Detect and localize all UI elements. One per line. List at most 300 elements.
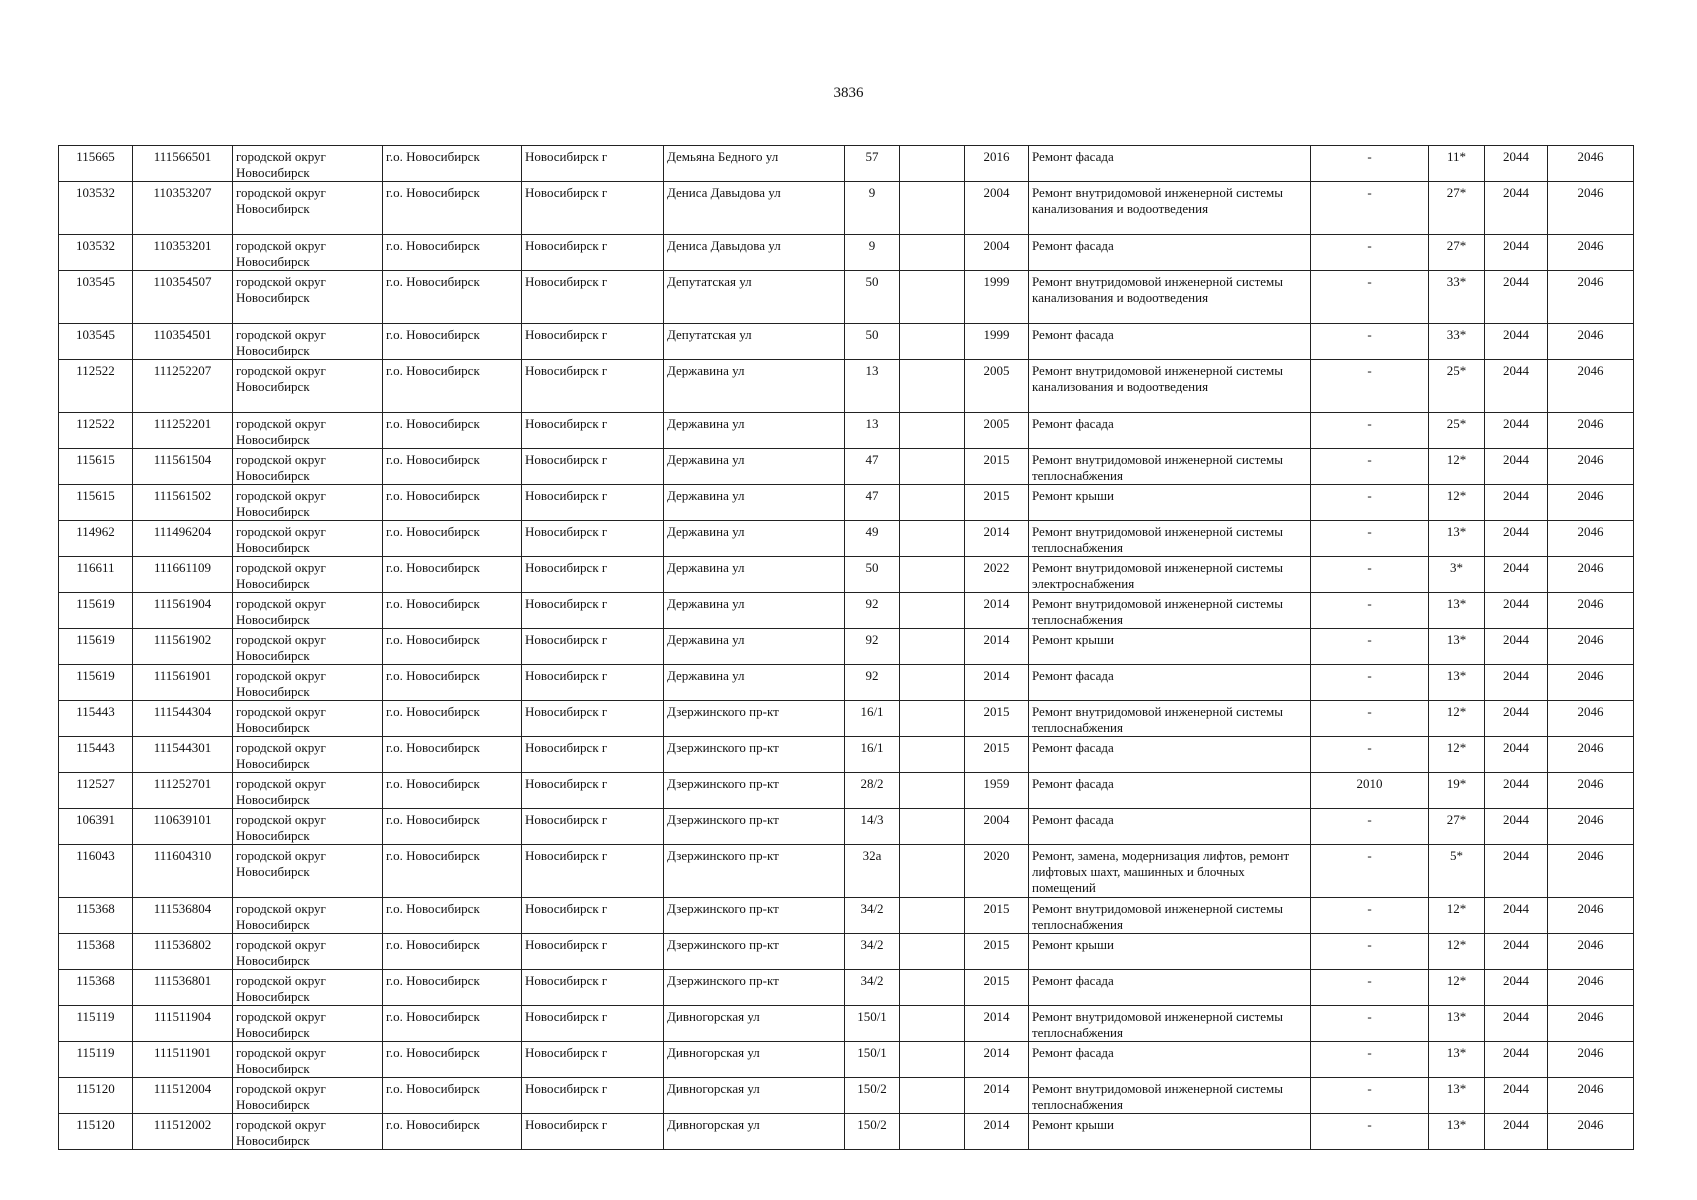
period-end-cell: 2046 [1548, 485, 1634, 521]
previous-repair-year-cell: - [1311, 271, 1429, 324]
settlement-cell: Новосибирск г [522, 701, 664, 737]
table-row [59, 1042, 1634, 1078]
house-id-cell: 112522 [59, 413, 133, 449]
municipality-cell: г.о. Новосибирск [383, 593, 522, 629]
municipality-cell: г.о. Новосибирск [383, 360, 522, 413]
settlement-cell: Новосибирск г [522, 557, 664, 593]
house-number-cell: 150/1 [845, 1006, 900, 1042]
street-cell: Дивногорская ул [664, 1042, 845, 1078]
work-code-cell: 111604310 [133, 845, 233, 898]
wear-cell: 12* [1429, 701, 1485, 737]
extra-cell [900, 235, 965, 271]
period-end-cell: 2046 [1548, 809, 1634, 845]
period-end-cell: 2046 [1548, 665, 1634, 701]
settlement-cell: Новосибирск г [522, 449, 664, 485]
settlement-cell: Новосибирск г [522, 737, 664, 773]
wear-cell: 5* [1429, 845, 1485, 898]
house-id-cell: 112522 [59, 360, 133, 413]
settlement-cell: Новосибирск г [522, 970, 664, 1006]
period-end-cell: 2046 [1548, 271, 1634, 324]
street-cell: Дзержинского пр-кт [664, 934, 845, 970]
wear-cell: 25* [1429, 360, 1485, 413]
previous-repair-year-cell: 2010 [1311, 773, 1429, 809]
period-start-cell: 2044 [1485, 701, 1548, 737]
street-cell: Дзержинского пр-кт [664, 701, 845, 737]
wear-cell: 12* [1429, 449, 1485, 485]
extra-cell [900, 1078, 965, 1114]
extra-cell [900, 360, 965, 413]
house-id-cell: 103545 [59, 271, 133, 324]
wear-cell: 27* [1429, 809, 1485, 845]
table-row [59, 449, 1634, 485]
previous-repair-year-cell: - [1311, 1078, 1429, 1114]
house-number-cell: 16/1 [845, 701, 900, 737]
table-row [59, 1114, 1634, 1150]
period-start-cell: 2044 [1485, 845, 1548, 898]
settlement-cell: Новосибирск г [522, 845, 664, 898]
settlement-cell: Новосибирск г [522, 1114, 664, 1150]
build-year-cell: 2015 [965, 449, 1029, 485]
settlement-cell: Новосибирск г [522, 360, 664, 413]
wear-cell: 13* [1429, 521, 1485, 557]
build-year-cell: 2014 [965, 1042, 1029, 1078]
build-year-cell: 2022 [965, 557, 1029, 593]
wear-cell: 25* [1429, 413, 1485, 449]
table-row [59, 1006, 1634, 1042]
municipality-cell: г.о. Новосибирск [383, 1006, 522, 1042]
previous-repair-year-cell: - [1311, 182, 1429, 235]
work-code-cell: 111561904 [133, 593, 233, 629]
extra-cell [900, 665, 965, 701]
house-id-cell: 115368 [59, 934, 133, 970]
extra-cell [900, 324, 965, 360]
table-row [59, 146, 1634, 182]
period-end-cell: 2046 [1548, 701, 1634, 737]
house-id-cell: 103532 [59, 182, 133, 235]
wear-cell: 19* [1429, 773, 1485, 809]
extra-cell [900, 1114, 965, 1150]
table-body [59, 146, 1634, 1150]
district-cell: городской округ Новосибирск [233, 1114, 383, 1150]
settlement-cell: Новосибирск г [522, 146, 664, 182]
settlement-cell: Новосибирск г [522, 1078, 664, 1114]
municipality-cell: г.о. Новосибирск [383, 413, 522, 449]
house-id-cell: 114962 [59, 521, 133, 557]
previous-repair-year-cell: - [1311, 413, 1429, 449]
street-cell: Дивногорская ул [664, 1078, 845, 1114]
extra-cell [900, 557, 965, 593]
settlement-cell: Новосибирск г [522, 773, 664, 809]
extra-cell [900, 521, 965, 557]
work-type-cell: Ремонт фасада [1029, 665, 1311, 701]
house-id-cell: 115119 [59, 1042, 133, 1078]
house-number-cell: 9 [845, 235, 900, 271]
municipality-cell: г.о. Новосибирск [383, 449, 522, 485]
district-cell: городской округ Новосибирск [233, 701, 383, 737]
build-year-cell: 2014 [965, 1114, 1029, 1150]
district-cell: городской округ Новосибирск [233, 413, 383, 449]
work-code-cell: 111561902 [133, 629, 233, 665]
house-number-cell: 34/2 [845, 898, 900, 934]
wear-cell: 12* [1429, 737, 1485, 773]
district-cell: городской округ Новосибирск [233, 235, 383, 271]
previous-repair-year-cell: - [1311, 485, 1429, 521]
previous-repair-year-cell: - [1311, 557, 1429, 593]
settlement-cell: Новосибирск г [522, 934, 664, 970]
build-year-cell: 2004 [965, 182, 1029, 235]
work-code-cell: 111544304 [133, 701, 233, 737]
extra-cell [900, 773, 965, 809]
work-type-cell: Ремонт внутридомовой инженерной системы теплоснабжения [1029, 593, 1311, 629]
previous-repair-year-cell: - [1311, 593, 1429, 629]
house-id-cell: 115443 [59, 737, 133, 773]
work-code-cell: 111512004 [133, 1078, 233, 1114]
period-end-cell: 2046 [1548, 1078, 1634, 1114]
house-id-cell: 103532 [59, 235, 133, 271]
period-start-cell: 2044 [1485, 1078, 1548, 1114]
street-cell: Державина ул [664, 360, 845, 413]
previous-repair-year-cell: - [1311, 629, 1429, 665]
work-type-cell: Ремонт фасада [1029, 146, 1311, 182]
district-cell: городской округ Новосибирск [233, 629, 383, 665]
street-cell: Державина ул [664, 485, 845, 521]
house-id-cell: 115619 [59, 665, 133, 701]
settlement-cell: Новосибирск г [522, 1042, 664, 1078]
municipality-cell: г.о. Новосибирск [383, 773, 522, 809]
work-type-cell: Ремонт фасада [1029, 970, 1311, 1006]
period-end-cell: 2046 [1548, 773, 1634, 809]
work-type-cell: Ремонт, замена, модернизация лифтов, ремонт лифтовых шахт, машинных и блочных помещений [1029, 845, 1311, 898]
wear-cell: 27* [1429, 235, 1485, 271]
street-cell: Державина ул [664, 413, 845, 449]
work-type-cell: Ремонт фасада [1029, 413, 1311, 449]
wear-cell: 13* [1429, 1006, 1485, 1042]
work-code-cell: 111496204 [133, 521, 233, 557]
municipality-cell: г.о. Новосибирск [383, 845, 522, 898]
district-cell: городской округ Новосибирск [233, 773, 383, 809]
period-end-cell: 2046 [1548, 360, 1634, 413]
extra-cell [900, 701, 965, 737]
work-code-cell: 110354501 [133, 324, 233, 360]
period-end-cell: 2046 [1548, 521, 1634, 557]
street-cell: Дениса Давыдова ул [664, 235, 845, 271]
period-start-cell: 2044 [1485, 521, 1548, 557]
street-cell: Дзержинского пр-кт [664, 898, 845, 934]
work-code-cell: 111512002 [133, 1114, 233, 1150]
street-cell: Дзержинского пр-кт [664, 737, 845, 773]
house-id-cell: 112527 [59, 773, 133, 809]
house-number-cell: 34/2 [845, 970, 900, 1006]
settlement-cell: Новосибирск г [522, 1006, 664, 1042]
wear-cell: 13* [1429, 1078, 1485, 1114]
period-start-cell: 2044 [1485, 1114, 1548, 1150]
period-end-cell: 2046 [1548, 845, 1634, 898]
street-cell: Дениса Давыдова ул [664, 182, 845, 235]
house-number-cell: 57 [845, 146, 900, 182]
period-start-cell: 2044 [1485, 934, 1548, 970]
extra-cell [900, 1006, 965, 1042]
settlement-cell: Новосибирск г [522, 413, 664, 449]
extra-cell [900, 934, 965, 970]
district-cell: городской округ Новосибирск [233, 898, 383, 934]
period-end-cell: 2046 [1548, 324, 1634, 360]
work-code-cell: 111544301 [133, 737, 233, 773]
street-cell: Дивногорская ул [664, 1114, 845, 1150]
period-end-cell: 2046 [1548, 898, 1634, 934]
period-start-cell: 2044 [1485, 629, 1548, 665]
period-start-cell: 2044 [1485, 485, 1548, 521]
wear-cell: 13* [1429, 665, 1485, 701]
house-number-cell: 92 [845, 629, 900, 665]
municipality-cell: г.о. Новосибирск [383, 1114, 522, 1150]
extra-cell [900, 271, 965, 324]
district-cell: городской округ Новосибирск [233, 1042, 383, 1078]
table-row [59, 773, 1634, 809]
work-type-cell: Ремонт фасада [1029, 324, 1311, 360]
wear-cell: 13* [1429, 1114, 1485, 1150]
house-number-cell: 150/2 [845, 1114, 900, 1150]
period-end-cell: 2046 [1548, 629, 1634, 665]
house-number-cell: 150/2 [845, 1078, 900, 1114]
build-year-cell: 2016 [965, 146, 1029, 182]
settlement-cell: Новосибирск г [522, 324, 664, 360]
house-number-cell: 32а [845, 845, 900, 898]
period-start-cell: 2044 [1485, 737, 1548, 773]
house-id-cell: 115368 [59, 970, 133, 1006]
house-id-cell: 115368 [59, 898, 133, 934]
district-cell: городской округ Новосибирск [233, 360, 383, 413]
wear-cell: 33* [1429, 271, 1485, 324]
house-number-cell: 47 [845, 449, 900, 485]
extra-cell [900, 629, 965, 665]
settlement-cell: Новосибирск г [522, 235, 664, 271]
work-type-cell: Ремонт фасада [1029, 809, 1311, 845]
house-id-cell: 115120 [59, 1114, 133, 1150]
build-year-cell: 2014 [965, 1078, 1029, 1114]
street-cell: Державина ул [664, 665, 845, 701]
build-year-cell: 1999 [965, 271, 1029, 324]
work-code-cell: 111536804 [133, 898, 233, 934]
table-row [59, 235, 1634, 271]
period-start-cell: 2044 [1485, 271, 1548, 324]
work-type-cell: Ремонт внутридомовой инженерной системы теплоснабжения [1029, 1078, 1311, 1114]
table-row [59, 271, 1634, 324]
house-number-cell: 9 [845, 182, 900, 235]
street-cell: Державина ул [664, 629, 845, 665]
municipality-cell: г.о. Новосибирск [383, 485, 522, 521]
previous-repair-year-cell: - [1311, 235, 1429, 271]
table-row [59, 701, 1634, 737]
extra-cell [900, 182, 965, 235]
house-id-cell: 116043 [59, 845, 133, 898]
extra-cell [900, 970, 965, 1006]
table-row [59, 557, 1634, 593]
house-number-cell: 14/3 [845, 809, 900, 845]
house-id-cell: 115119 [59, 1006, 133, 1042]
street-cell: Демьяна Бедного ул [664, 146, 845, 182]
period-start-cell: 2044 [1485, 970, 1548, 1006]
settlement-cell: Новосибирск г [522, 809, 664, 845]
district-cell: городской округ Новосибирск [233, 665, 383, 701]
period-end-cell: 2046 [1548, 182, 1634, 235]
house-id-cell: 115665 [59, 146, 133, 182]
district-cell: городской округ Новосибирск [233, 593, 383, 629]
build-year-cell: 2015 [965, 737, 1029, 773]
repair-schedule-table [58, 145, 1634, 1150]
municipality-cell: г.о. Новосибирск [383, 235, 522, 271]
period-end-cell: 2046 [1548, 449, 1634, 485]
municipality-cell: г.о. Новосибирск [383, 737, 522, 773]
house-id-cell: 115120 [59, 1078, 133, 1114]
work-code-cell: 111566501 [133, 146, 233, 182]
previous-repair-year-cell: - [1311, 146, 1429, 182]
wear-cell: 12* [1429, 934, 1485, 970]
house-id-cell: 115615 [59, 485, 133, 521]
house-id-cell: 115615 [59, 449, 133, 485]
period-end-cell: 2046 [1548, 593, 1634, 629]
work-code-cell: 111536802 [133, 934, 233, 970]
municipality-cell: г.о. Новосибирск [383, 809, 522, 845]
work-code-cell: 111661109 [133, 557, 233, 593]
build-year-cell: 2004 [965, 235, 1029, 271]
house-id-cell: 116611 [59, 557, 133, 593]
table-row [59, 324, 1634, 360]
work-code-cell: 111536801 [133, 970, 233, 1006]
build-year-cell: 2015 [965, 970, 1029, 1006]
wear-cell: 11* [1429, 146, 1485, 182]
settlement-cell: Новосибирск г [522, 665, 664, 701]
work-code-cell: 110353207 [133, 182, 233, 235]
work-code-cell: 111511901 [133, 1042, 233, 1078]
previous-repair-year-cell: - [1311, 1114, 1429, 1150]
street-cell: Державина ул [664, 557, 845, 593]
period-start-cell: 2044 [1485, 593, 1548, 629]
page-number: 3836 [833, 85, 864, 101]
house-id-cell: 115619 [59, 629, 133, 665]
municipality-cell: г.о. Новосибирск [383, 1078, 522, 1114]
district-cell: городской округ Новосибирск [233, 934, 383, 970]
work-code-cell: 110354507 [133, 271, 233, 324]
extra-cell [900, 593, 965, 629]
period-end-cell: 2046 [1548, 235, 1634, 271]
district-cell: городской округ Новосибирск [233, 557, 383, 593]
build-year-cell: 1999 [965, 324, 1029, 360]
house-id-cell: 103545 [59, 324, 133, 360]
previous-repair-year-cell: - [1311, 449, 1429, 485]
previous-repair-year-cell: - [1311, 1042, 1429, 1078]
period-end-cell: 2046 [1548, 1042, 1634, 1078]
table-row [59, 809, 1634, 845]
district-cell: городской округ Новосибирск [233, 485, 383, 521]
work-type-cell: Ремонт внутридомовой инженерной системы теплоснабжения [1029, 449, 1311, 485]
previous-repair-year-cell: - [1311, 701, 1429, 737]
build-year-cell: 2015 [965, 934, 1029, 970]
municipality-cell: г.о. Новосибирск [383, 324, 522, 360]
house-id-cell: 115443 [59, 701, 133, 737]
street-cell: Дзержинского пр-кт [664, 809, 845, 845]
previous-repair-year-cell: - [1311, 324, 1429, 360]
street-cell: Депутатская ул [664, 324, 845, 360]
house-number-cell: 49 [845, 521, 900, 557]
period-end-cell: 2046 [1548, 737, 1634, 773]
period-end-cell: 2046 [1548, 146, 1634, 182]
table-row [59, 182, 1634, 235]
period-start-cell: 2044 [1485, 1006, 1548, 1042]
table-row [59, 737, 1634, 773]
period-start-cell: 2044 [1485, 773, 1548, 809]
wear-cell: 33* [1429, 324, 1485, 360]
municipality-cell: г.о. Новосибирск [383, 701, 522, 737]
previous-repair-year-cell: - [1311, 970, 1429, 1006]
period-start-cell: 2044 [1485, 413, 1548, 449]
work-type-cell: Ремонт внутридомовой инженерной системы канализования и водоотведения [1029, 182, 1311, 235]
extra-cell [900, 413, 965, 449]
work-type-cell: Ремонт фасада [1029, 737, 1311, 773]
extra-cell [900, 449, 965, 485]
house-id-cell: 115619 [59, 593, 133, 629]
previous-repair-year-cell: - [1311, 665, 1429, 701]
house-number-cell: 28/2 [845, 773, 900, 809]
period-start-cell: 2044 [1485, 146, 1548, 182]
previous-repair-year-cell: - [1311, 898, 1429, 934]
build-year-cell: 2005 [965, 413, 1029, 449]
house-number-cell: 16/1 [845, 737, 900, 773]
work-code-cell: 111252201 [133, 413, 233, 449]
period-end-cell: 2046 [1548, 1114, 1634, 1150]
district-cell: городской округ Новосибирск [233, 737, 383, 773]
extra-cell [900, 809, 965, 845]
wear-cell: 3* [1429, 557, 1485, 593]
table-row [59, 360, 1634, 413]
house-number-cell: 92 [845, 665, 900, 701]
district-cell: городской округ Новосибирск [233, 845, 383, 898]
municipality-cell: г.о. Новосибирск [383, 898, 522, 934]
extra-cell [900, 485, 965, 521]
municipality-cell: г.о. Новосибирск [383, 629, 522, 665]
table-row [59, 898, 1634, 934]
period-start-cell: 2044 [1485, 360, 1548, 413]
build-year-cell: 2014 [965, 665, 1029, 701]
district-cell: городской округ Новосибирск [233, 1078, 383, 1114]
house-number-cell: 50 [845, 557, 900, 593]
house-number-cell: 34/2 [845, 934, 900, 970]
house-number-cell: 150/1 [845, 1042, 900, 1078]
settlement-cell: Новосибирск г [522, 629, 664, 665]
work-type-cell: Ремонт внутридомовой инженерной системы теплоснабжения [1029, 701, 1311, 737]
extra-cell [900, 845, 965, 898]
house-number-cell: 47 [845, 485, 900, 521]
period-start-cell: 2044 [1485, 809, 1548, 845]
settlement-cell: Новосибирск г [522, 521, 664, 557]
street-cell: Депутатская ул [664, 271, 845, 324]
work-type-cell: Ремонт фасада [1029, 1042, 1311, 1078]
work-code-cell: 111561504 [133, 449, 233, 485]
table-row [59, 665, 1634, 701]
build-year-cell: 2014 [965, 521, 1029, 557]
municipality-cell: г.о. Новосибирск [383, 146, 522, 182]
wear-cell: 12* [1429, 970, 1485, 1006]
district-cell: городской округ Новосибирск [233, 324, 383, 360]
table-row [59, 521, 1634, 557]
municipality-cell: г.о. Новосибирск [383, 521, 522, 557]
build-year-cell: 2015 [965, 485, 1029, 521]
settlement-cell: Новосибирск г [522, 182, 664, 235]
district-cell: городской округ Новосибирск [233, 970, 383, 1006]
table-row [59, 970, 1634, 1006]
street-cell: Дзержинского пр-кт [664, 773, 845, 809]
municipality-cell: г.о. Новосибирск [383, 557, 522, 593]
settlement-cell: Новосибирск г [522, 271, 664, 324]
